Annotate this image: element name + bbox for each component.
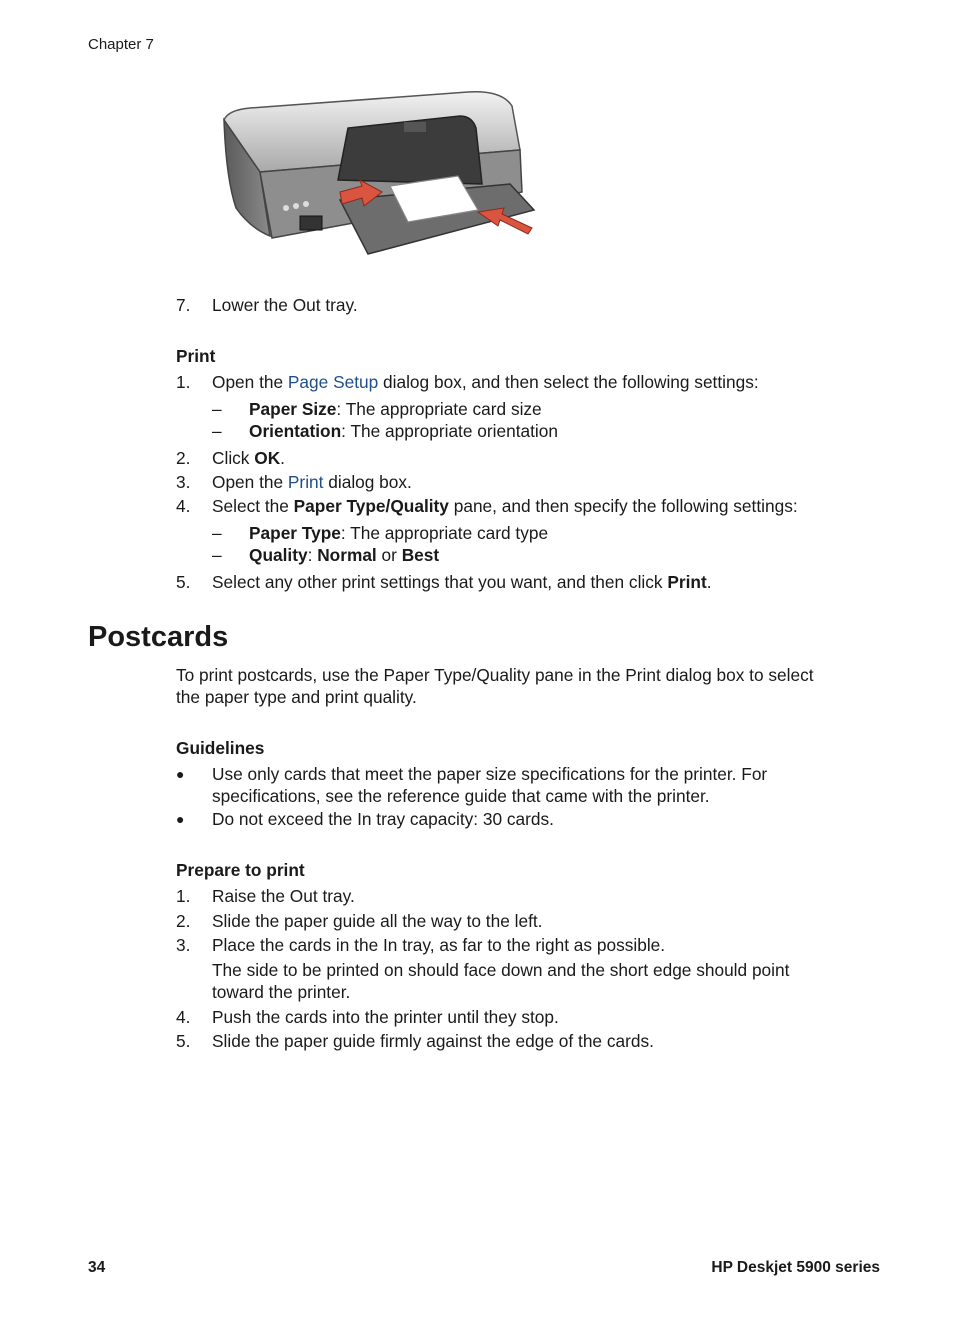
step-number: 7. <box>176 295 191 315</box>
step-text: Push the cards into the printer until they stop. <box>212 1007 559 1027</box>
step-number: 5. <box>176 572 191 592</box>
sub-item: Paper Size: The appropriate card size <box>249 399 542 419</box>
print-link[interactable]: Print <box>287 472 324 492</box>
product-name: HP Deskjet 5900 series <box>711 1259 880 1276</box>
prepare-heading: Prepare to print <box>176 860 305 880</box>
intro-text: To print postcards, use the Paper Type/Quality pane in the Print dialog box to select <box>176 665 814 685</box>
step-number: 1. <box>176 372 191 392</box>
step-text: Slide the paper guide firmly against the edge of the cards. <box>212 1031 654 1051</box>
print-heading: Print <box>176 346 216 366</box>
page-number: 34 <box>88 1259 106 1276</box>
bullet-icon: ● <box>176 766 185 782</box>
step-text: Select the Paper Type/Quality pane, and then specify the following settings: <box>212 496 798 516</box>
section-title: Postcards <box>88 621 229 653</box>
guideline-text: specifications, see the reference guide that came with the printer. <box>212 786 710 806</box>
step-text: Select any other print settings that you want, and then click Print. <box>212 572 712 592</box>
step-number: 1. <box>176 886 191 906</box>
bullet-icon: ● <box>176 811 185 827</box>
step-number: 2. <box>176 448 191 468</box>
step-text: Place the cards in the In tray, as far to the right as possible. <box>212 935 666 955</box>
page-setup-link[interactable]: Page Setup <box>287 372 379 392</box>
step-note: toward the printer. <box>212 982 351 1002</box>
guideline-text: Do not exceed the In tray capacity: 30 cards. <box>212 809 554 829</box>
dash-marker: – <box>212 421 222 441</box>
step-note: The side to be printed on should face down and the short edge should point <box>212 960 790 980</box>
guidelines-heading: Guidelines <box>176 738 265 758</box>
step-number: 3. <box>176 472 191 492</box>
step-number: 2. <box>176 911 191 931</box>
step-number: 4. <box>176 1007 191 1027</box>
dash-marker: – <box>212 399 222 419</box>
dash-marker: – <box>212 523 222 543</box>
printer-loading-illustration <box>220 88 540 260</box>
step-text: Lower the Out tray. <box>212 295 358 315</box>
step-number: 3. <box>176 935 191 955</box>
chapter-label: Chapter 7 <box>88 36 154 53</box>
sub-item: Orientation: The appropriate orientation <box>249 421 558 441</box>
intro-text: the paper type and print quality. <box>176 687 417 707</box>
step-text: Open the Print dialog box. <box>212 472 412 492</box>
step-text: Click OK. <box>212 448 285 468</box>
step-text: Open the Page Setup dialog box, and then select the following settings: <box>212 372 759 392</box>
sub-item: Paper Type: The appropriate card type <box>249 523 549 543</box>
step-text: Raise the Out tray. <box>212 886 355 906</box>
guideline-text: Use only cards that meet the paper size specifications for the printer. For <box>212 764 768 784</box>
step-number: 5. <box>176 1031 191 1051</box>
step-number: 4. <box>176 496 191 516</box>
sub-item: Quality: Normal or Best <box>249 545 440 565</box>
step-text: Slide the paper guide all the way to the left. <box>212 911 543 931</box>
dash-marker: – <box>212 545 222 565</box>
